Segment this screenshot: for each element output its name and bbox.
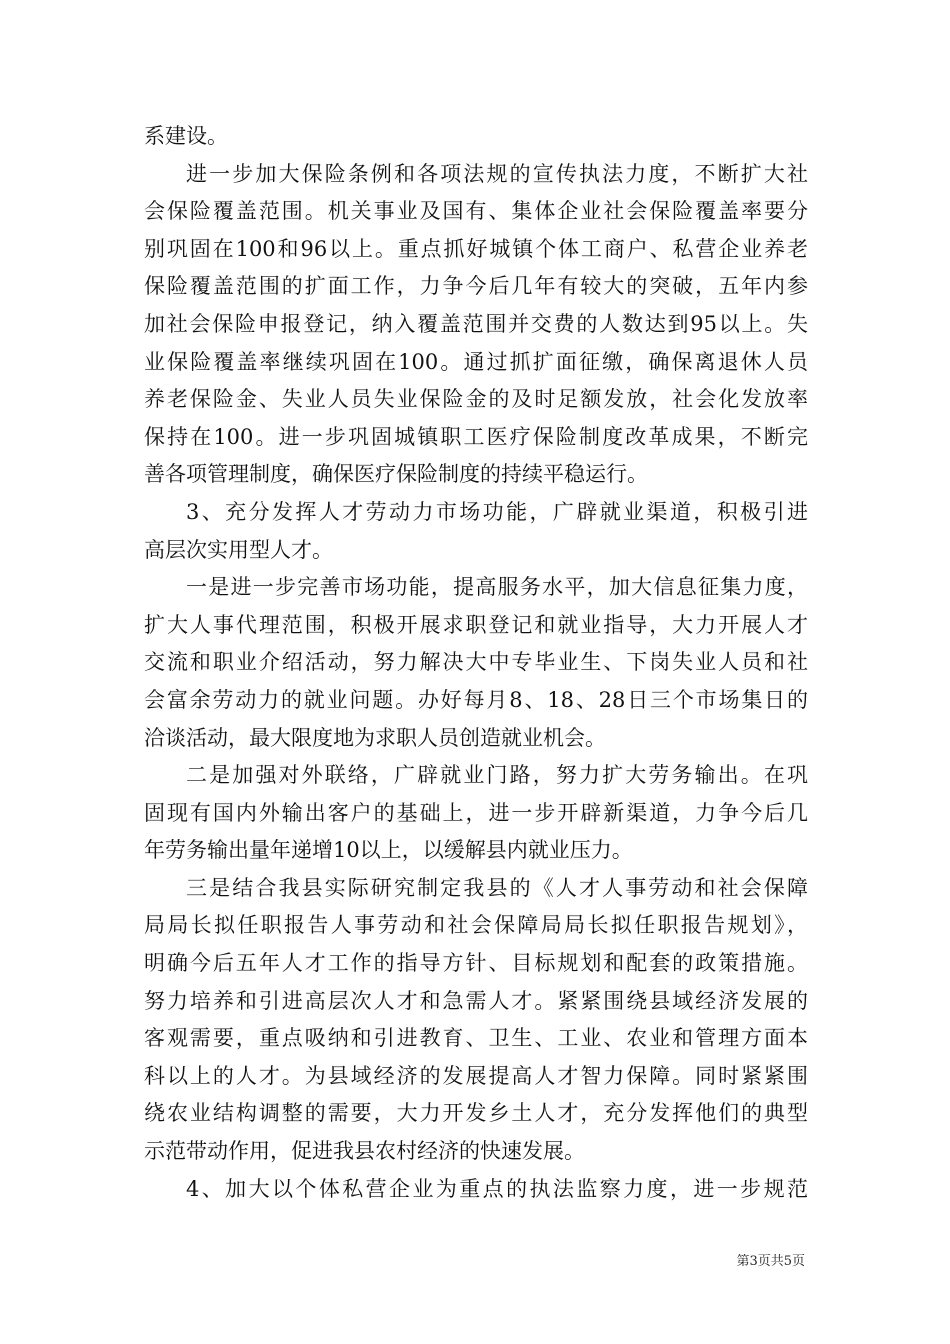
text-line: 示范带动作用，促进我县农村经济的快速发展。 (144, 1139, 585, 1164)
text-line: 加社会保险申报登记，纳入覆盖范围并交费的人数达到95以上。失 (144, 311, 808, 336)
text-line: 三是结合我县实际研究制定我县的《人才人事劳动和社会保障 (186, 875, 808, 900)
text-line: 交流和职业介绍活动，努力解决大中专毕业生、下岗失业人员和社 (144, 650, 808, 675)
text-line: 努力培养和引进高层次人才和急需人才。紧紧围绕县域经济发展的 (144, 988, 808, 1013)
document-body (144, 118, 808, 1208)
text-line: 会富余劳动力的就业问题。办好每月8、18、28日三个市场集日的 (144, 687, 808, 712)
text-line: 扩大人事代理范围，积极开展求职登记和就业指导，大力开展人才 (144, 612, 808, 637)
text-line: 二是加强对外联络，广辟就业门路，努力扩大劳务输出。在巩 (186, 763, 808, 788)
text-line: 局局长拟任职报告人事劳动和社会保障局局长拟任职报告规划》， (144, 913, 808, 938)
text-line: 客观需要，重点吸纳和引进教育、卫生、工业、农业和管理方面本 (144, 1026, 808, 1051)
text-line: 进一步加大保险条例和各项法规的宣传执法力度，不断扩大社 (186, 161, 808, 186)
text-line: 绕农业结构调整的需要，大力开发乡土人才，充分发挥他们的典型 (144, 1101, 808, 1126)
text-line: 3、充分发挥人才劳动力市场功能，广辟就业渠道，积极引进 (186, 499, 808, 524)
paragraph (144, 156, 808, 494)
text-line: 4、加大以个体私营企业为重点的执法监察力度，进一步规范 (186, 1176, 808, 1201)
text-line: 保险覆盖范围的扩面工作，力争今后几年有较大的突破，五年内参 (144, 274, 808, 299)
text-line: 善各项管理制度，确保医疗保险制度的持续平稳运行。 (144, 462, 648, 487)
text-line: 年劳务输出量年递增10以上，以缓解县内就业压力。 (144, 838, 633, 863)
text-line: 保持在100。进一步巩固城镇职工医疗保险制度改革成果，不断完 (144, 424, 808, 449)
text-line: 别巩固在100和96以上。重点抓好城镇个体工商户、私营企业养老 (144, 236, 808, 261)
paragraph (144, 757, 808, 870)
paragraph (144, 1171, 808, 1209)
text-line: 洽谈活动，最大限度地为求职人员创造就业机会。 (144, 725, 606, 750)
text-line: 系建设。 (144, 124, 228, 148)
text-line: 高层次实用型人才。 (144, 537, 333, 562)
paragraph (144, 494, 808, 569)
text-line: 明确今后五年人才工作的指导方针、目标规划和配套的政策措施。 (144, 951, 808, 976)
text-line: 业保险覆盖率继续巩固在100。通过抓扩面征缴，确保离退休人员 (144, 349, 808, 374)
text-line: 一是进一步完善市场功能，提高服务水平，加大信息征集力度， (186, 575, 808, 600)
text-line: 会保险覆盖范围。机关事业及国有、集体企业社会保险覆盖率要分 (144, 199, 808, 224)
text-line: 固现有国内外输出客户的基础上，进一步开辟新渠道，力争今后几 (144, 800, 808, 825)
paragraph (144, 569, 808, 757)
text-line: 科以上的人才。为县域经济的发展提高人才智力保障。同时紧紧围 (144, 1063, 808, 1088)
paragraph (144, 118, 808, 156)
page-number: 第3页共5页 (736, 1254, 805, 1269)
text-line: 养老保险金、失业人员失业保险金的及时足额发放，社会化发放率 (144, 387, 808, 412)
paragraph (144, 870, 808, 1171)
